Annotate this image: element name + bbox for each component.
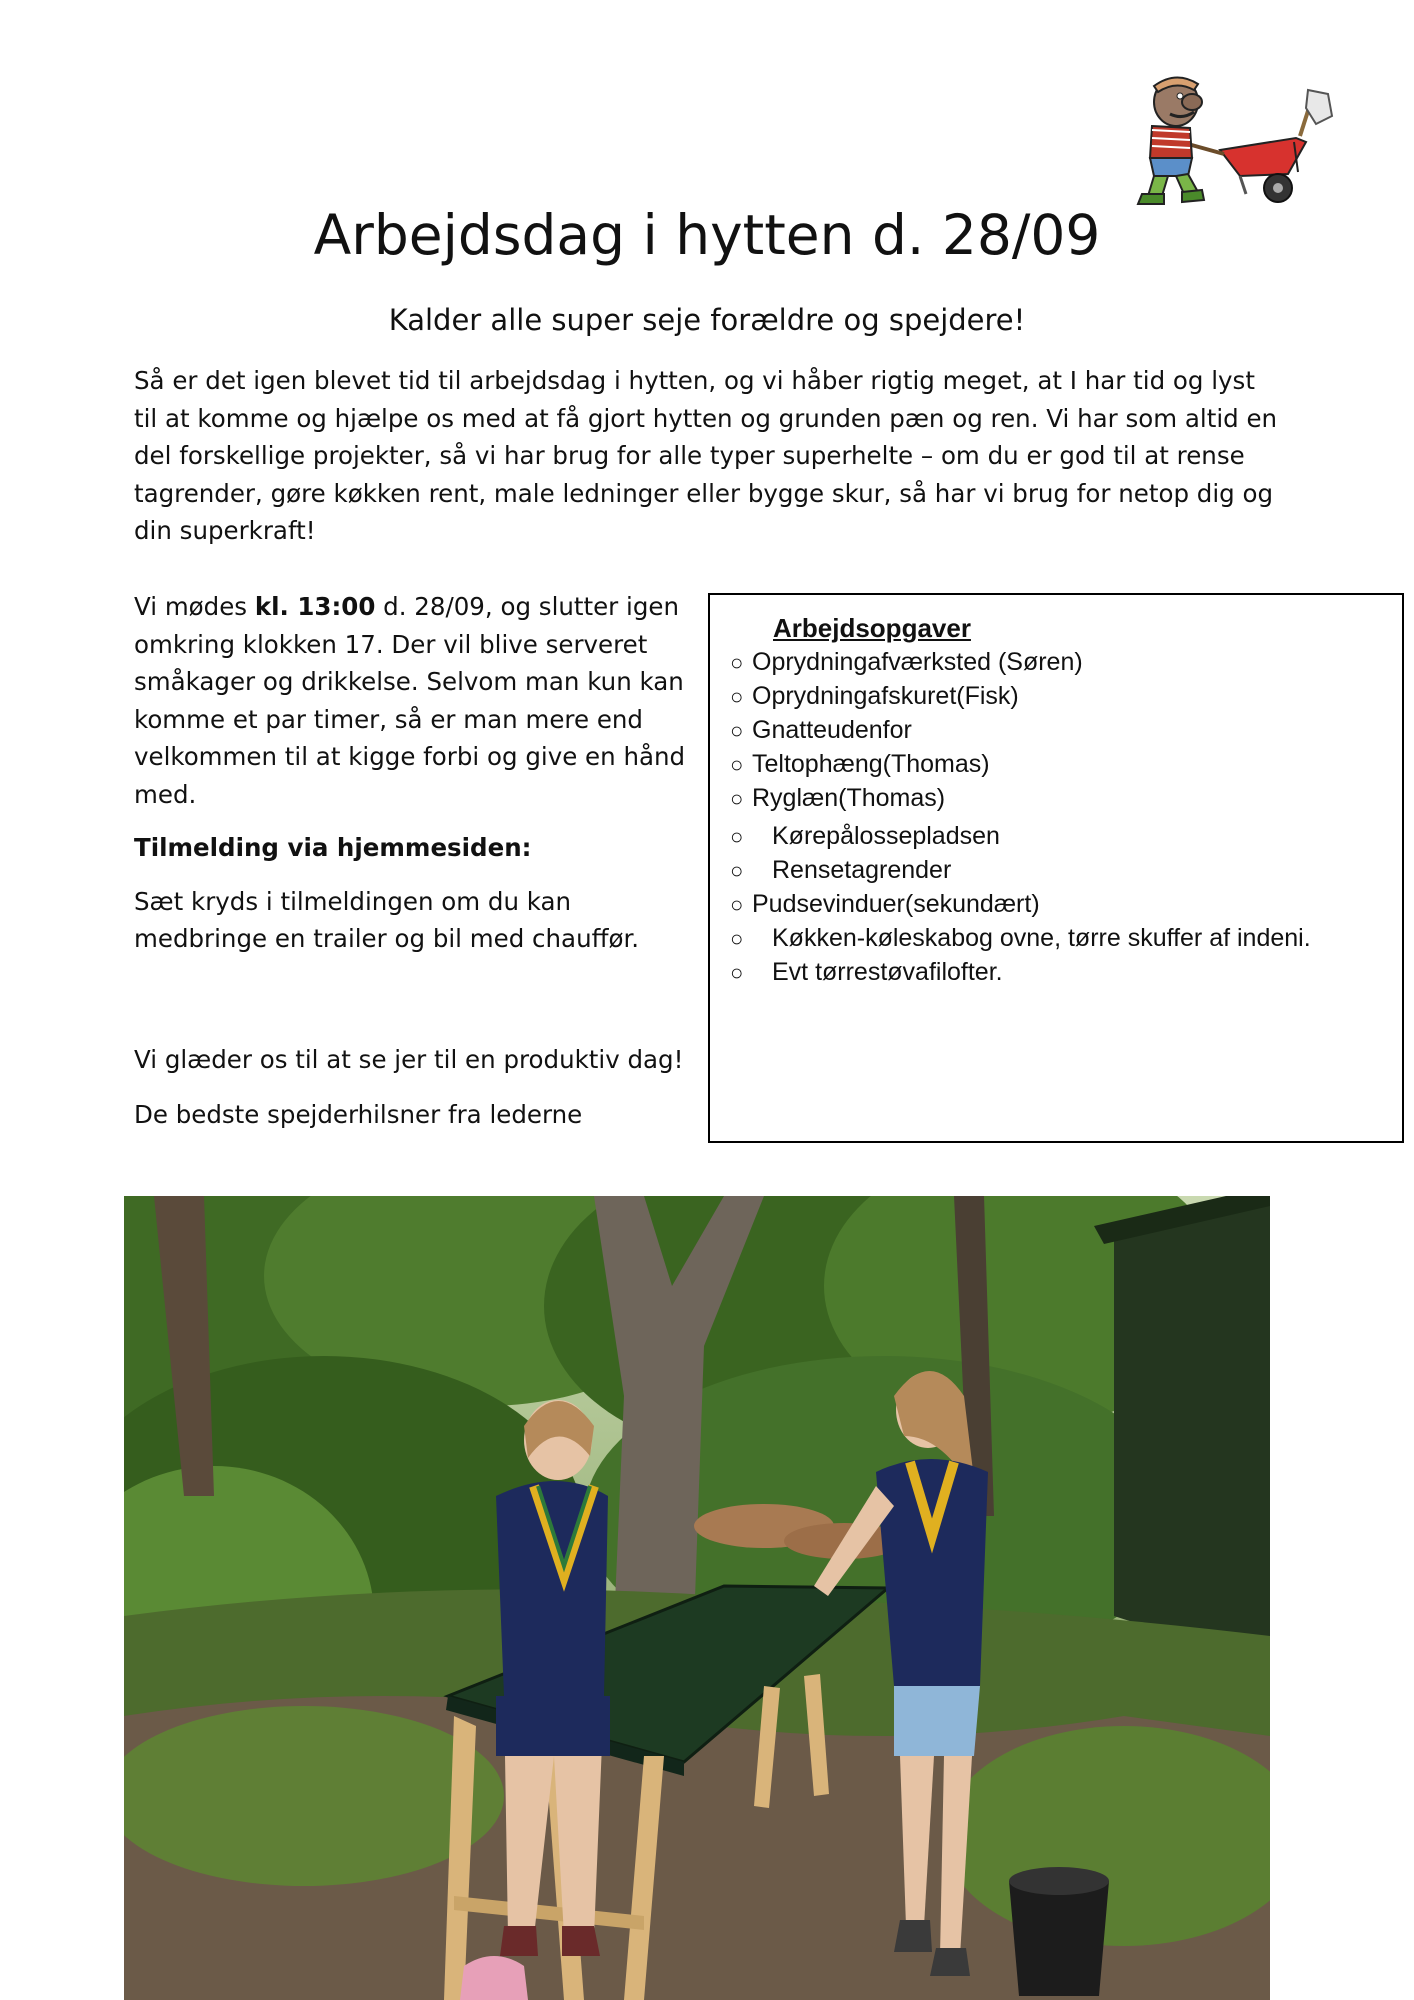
greeting-line: De bedste spejderhilsner fra lederne [134,1100,583,1129]
bullet-icon: ○ [730,684,744,709]
list-item: ○ Pudsevinduer(sekundært) [730,887,1311,921]
meeting-details: d. 28/09, og slutter igen omkring klokken 17. Der vil blive serveret småkager og drikkelse. Selvom man kun kan komme et par timer, så er man mere end velkommen til at kigge forbi og give en hånd med. [134,592,686,809]
bullet-icon: ○ [730,926,744,951]
signup-text: Sæt kryds i tilmeldingen om du kan medbringe en trailer og bil med chauffør. [134,886,640,953]
subtitle: Kalder alle super seje forældre og spejdere! [388,303,1026,337]
man-with-wheelbarrow-icon [1128,72,1348,208]
list-item: ○ Ryglæn(Thomas) [730,781,1311,815]
bullet-icon: ○ [730,892,744,917]
list-item: ○ Evt tørrestøvafilofter. [730,955,1311,989]
meeting-prefix: Vi mødes [134,592,255,621]
task-box-title: Arbejdsopgaver [773,613,971,643]
list-item: ○ Oprydningafværksted (Søren) [730,645,1311,679]
list-item: ○ Køkken-køleskabog ovne, tørre skuffer af indeni. [730,921,1311,955]
bullet-icon: ○ [730,786,744,811]
bullet-icon: ○ [730,752,744,777]
info-column [134,588,694,958]
meeting-paragraph [134,588,694,813]
list-item: ○ Teltophæng(Thomas) [730,747,1311,781]
closing-line: Vi glæder os til at se jer til en produktiv dag! [134,1045,684,1074]
intro-paragraph: Så er det igen blevet tid til arbejdsdag i hytten, og vi håber rigtig meget, at I har tid og lyst til at komme og hjælpe os med at få gjort hytten og grunden pæn og ren. Vi har som altid en del forskellige projekter, så vi har brug for alle typer superhelte – om du er god til at rense tagrender, gøre køkken rent, male ledninger eller bygge skur, så har vi brug for netop dig og din superkraft! [134,366,1278,545]
bullet-icon: ○ [730,858,744,883]
scouts-painting-table-photo [124,1196,1270,2000]
bullet-icon: ○ [730,650,744,675]
list-item: ○ Gnatteudenfor [730,713,1311,747]
page-title: Arbejdsdag i hytten d. 28/09 [313,203,1101,267]
bullet-icon: ○ [730,824,744,849]
task-box [708,593,1404,1143]
task-list [730,645,1311,989]
list-item: ○ Rensetagrender [730,853,1311,887]
list-item: ○ Oprydningafskuret(Fisk) [730,679,1311,713]
signup-heading: Tilmelding via hjemmesiden: [134,833,532,862]
bullet-icon: ○ [730,960,744,985]
meeting-time: kl. 13:00 [254,592,376,621]
list-item: ○ Kørepålossepladsen [730,819,1311,853]
bullet-icon: ○ [730,718,744,743]
